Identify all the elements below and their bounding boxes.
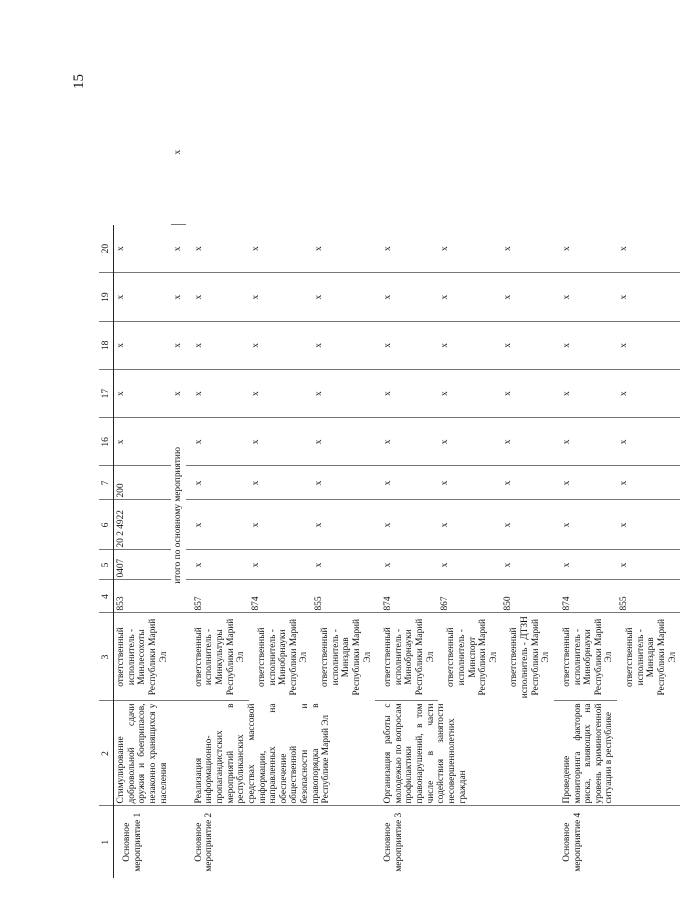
- x-mark: x: [438, 500, 501, 550]
- gov-code: 855: [617, 580, 680, 613]
- x-mark: x: [114, 273, 172, 321]
- x-mark: x: [171, 370, 186, 418]
- x-mark: x: [171, 321, 186, 369]
- x-mark: x: [617, 225, 680, 273]
- header-cell: 5: [99, 550, 114, 580]
- x-mark: x: [249, 225, 312, 273]
- activity-description: Проведение мониторинга факторов риска, влияющих на уровень криминогенной ситуации в республике: [554, 701, 680, 806]
- gov-code: 857: [186, 580, 249, 613]
- header-cell: 17: [99, 370, 114, 418]
- gov-code: 874: [249, 580, 312, 613]
- x-mark: x: [312, 466, 375, 500]
- x-mark: x: [114, 370, 172, 418]
- x-mark: x: [249, 500, 312, 550]
- executor: ответственный исполнитель - Минобрнауки Республики Марий Эл: [256, 618, 310, 696]
- x-mark: x: [249, 321, 312, 369]
- gov-code: 850: [501, 580, 554, 613]
- x-mark: x: [312, 500, 375, 550]
- x-mark: x: [375, 500, 438, 550]
- x-mark: x: [501, 321, 554, 369]
- header-cell: 6: [99, 500, 114, 550]
- x-mark: x: [554, 370, 617, 418]
- executor: ответственный исполнитель - Минздрав Республики Марий Эл: [320, 618, 373, 696]
- executor: ответственный исполнитель - Минобрнауки Республики Марий Эл: [554, 613, 617, 701]
- executor: ответственный исполнитель - Минспорт Республики Марий Эл: [446, 618, 499, 696]
- executor: ответственный исполнитель - ДТЗН Республики Марий Эл: [509, 616, 552, 699]
- x-mark: x: [554, 500, 617, 550]
- x-mark: x: [186, 466, 249, 500]
- x-mark: x: [186, 321, 249, 369]
- x-mark: x: [438, 225, 501, 273]
- x-mark: x: [554, 273, 617, 321]
- header-cell: 16: [99, 418, 114, 466]
- gov-code: 853: [114, 580, 172, 613]
- activity-description: Организация работы с молодежью по вопросам профилактики правонарушений, в том числе в части содействия занятости несовершеннолетних граждан: [375, 701, 554, 806]
- x-mark: x: [186, 225, 249, 273]
- header-cell: 18: [99, 321, 114, 369]
- executor: ответственный исполнитель - Минздрав Республики Марий Эл: [625, 618, 678, 696]
- header-cell: 3: [99, 613, 114, 701]
- header-cell: 20: [99, 225, 114, 273]
- table-row: [186, 80, 249, 878]
- executor: ответственный исполнитель - Минлесохоты Республики Марий Эл: [114, 613, 172, 701]
- activity-name: Основное мероприятие 1: [122, 812, 143, 872]
- x-mark: x: [312, 225, 375, 273]
- header-cell: 2: [99, 701, 114, 806]
- x-mark: x: [617, 370, 680, 418]
- activity-description: Реализация информационно-пропагандистских мероприятий в республиканских средствах массовой информации, направленных на обеспечение общественной безопасности и правопорядка в Республике Марий Эл: [186, 701, 375, 806]
- x-mark: x: [501, 370, 554, 418]
- executor: ответственный исполнитель - Минкультуры Республики Марий Эл: [186, 613, 249, 701]
- x-mark: x: [375, 466, 438, 500]
- gov-code: 874: [554, 580, 617, 613]
- x-mark: x: [501, 225, 554, 273]
- x-mark: x: [375, 273, 438, 321]
- x-mark: x: [554, 321, 617, 369]
- x-mark: x: [501, 466, 554, 500]
- total-label: итого по основному мероприятию: [171, 418, 186, 613]
- table-row: [114, 80, 172, 878]
- x-mark: x: [554, 550, 617, 580]
- x-mark: x: [554, 418, 617, 466]
- x-mark: x: [501, 418, 554, 466]
- activity-description: Стимулирование добровольной сдачи оружия и боеприпасов, незаконно хранящихся у населения: [114, 701, 186, 806]
- x-mark: x: [375, 418, 438, 466]
- x-mark: x: [501, 500, 554, 550]
- page-number: 15: [71, 74, 87, 89]
- x-mark: x: [438, 321, 501, 369]
- target-code: 20 2 4922: [114, 500, 172, 550]
- x-mark: x: [438, 550, 501, 580]
- section-code: 0407: [114, 550, 172, 580]
- x-mark: x: [554, 225, 617, 273]
- x-mark: x: [249, 418, 312, 466]
- table-row: [554, 80, 617, 878]
- x-mark: x: [171, 80, 186, 225]
- x-mark: x: [114, 418, 172, 466]
- x-mark: x: [114, 321, 172, 369]
- header-cell: 4: [99, 580, 114, 613]
- x-mark: x: [186, 500, 249, 550]
- gov-code: 855: [312, 580, 375, 613]
- program-table: [99, 80, 680, 878]
- x-mark: x: [312, 418, 375, 466]
- x-mark: x: [186, 273, 249, 321]
- x-mark: x: [312, 370, 375, 418]
- x-mark: x: [501, 550, 554, 580]
- x-mark: x: [375, 225, 438, 273]
- x-mark: x: [375, 321, 438, 369]
- x-mark: x: [249, 550, 312, 580]
- x-mark: x: [312, 273, 375, 321]
- x-mark: x: [171, 273, 186, 321]
- x-mark: x: [617, 418, 680, 466]
- header-cell: 7: [99, 466, 114, 500]
- x-mark: x: [312, 321, 375, 369]
- x-mark: x: [554, 466, 617, 500]
- x-mark: x: [438, 418, 501, 466]
- x-mark: x: [617, 500, 680, 550]
- gov-code: 867: [438, 580, 501, 613]
- x-mark: x: [375, 550, 438, 580]
- expense-code: 200: [114, 466, 172, 500]
- table-row: [375, 80, 438, 878]
- x-mark: x: [501, 273, 554, 321]
- executor: ответственный исполнитель - Минобрнауки Республики Марий Эл: [375, 613, 438, 701]
- x-mark: x: [249, 370, 312, 418]
- x-mark: x: [312, 550, 375, 580]
- header-row: [99, 80, 114, 878]
- x-mark: x: [186, 550, 249, 580]
- header-cell: 19: [99, 273, 114, 321]
- x-mark: x: [617, 466, 680, 500]
- x-mark: x: [171, 225, 186, 273]
- x-mark: x: [186, 418, 249, 466]
- header-cell: 1: [99, 806, 114, 878]
- x-mark: x: [438, 273, 501, 321]
- x-mark: x: [438, 370, 501, 418]
- x-mark: x: [186, 370, 249, 418]
- activity-name: Основное мероприятие 4: [561, 812, 583, 872]
- x-mark: x: [617, 321, 680, 369]
- x-mark: x: [617, 273, 680, 321]
- x-mark: x: [114, 225, 172, 273]
- x-mark: x: [249, 273, 312, 321]
- x-mark: x: [617, 550, 680, 580]
- rotated-table-container: [99, 80, 678, 878]
- activity-name: Основное мероприятие 2: [193, 812, 215, 872]
- x-mark: x: [375, 370, 438, 418]
- x-mark: x: [249, 466, 312, 500]
- gov-code: 874: [375, 580, 438, 613]
- x-mark: x: [438, 466, 501, 500]
- activity-name: Основное мероприятие 3: [383, 812, 404, 872]
